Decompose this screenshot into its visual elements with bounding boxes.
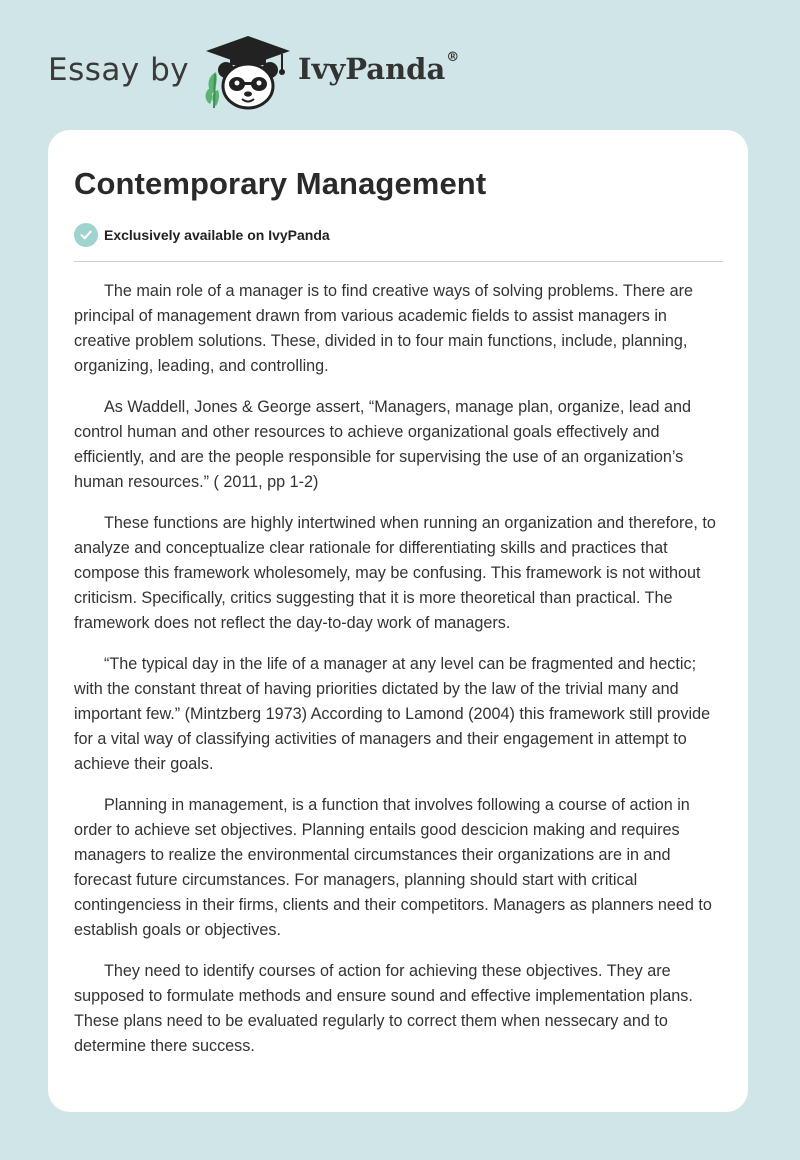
- brand-text: IvyPanda: [298, 52, 446, 86]
- essay-body: [74, 279, 726, 1075]
- essay-card: [48, 130, 748, 1112]
- exclusive-badge: [74, 222, 330, 248]
- brand-name: [298, 52, 459, 86]
- badge-text: Exclusively available on IvyPanda: [104, 227, 330, 243]
- paragraph: “The typical day in the life of a manager at any level can be fragmented and hectic; with the constant threat of having priorities dictated by the law of the trivial many and important few.” (Mintzberg 1973) According to Lamond (2004) this framework still provide for a vital way of classifying activities of managers and their engagement in attempt to achieve their goals.: [74, 655, 711, 773]
- essay-by-label: Essay by: [48, 52, 190, 88]
- paragraph: These functions are highly intertwined when running an organization and therefore, to analyze and conceptualize clear rationale for differentiating skills and practices that compose this framework wholesomely, may be confusing. This framework is not without criticism. Specifically, critics suggesting that it is more theoretical than practical. The framework does not reflect the day-to-day work of managers.: [74, 514, 716, 632]
- site-header: [0, 0, 800, 130]
- page-title: Contemporary Management: [74, 166, 487, 201]
- divider: [74, 261, 723, 262]
- paragraph: The main role of a manager is to find creative ways of solving problems. There are principal of management drawn from various academic fields to assist managers in creative problem solutions. These, divided in to four main functions, include, planning, organizing, leading, and controlling.: [74, 282, 694, 375]
- checkmark-icon: [74, 223, 98, 247]
- paragraph: They need to identify courses of action for achieving these objectives. They are supposed to formulate methods and ensure sound and effective implementation plans. These plans need to be evaluated regularly to correct them when nessecary and to determine there success.: [74, 962, 693, 1055]
- registered-mark: ®: [446, 50, 460, 65]
- paragraph: Planning in management, is a function that involves following a course of action in order to achieve set objectives. Planning entails good descicion making and requires managers to realize the environmental circumstances their organizations are in and forecast future circumstances. For managers, planning should start with critical contingenciess in their firms, clients and their competitors. Managers as planners need to establish goals or objectives.: [74, 796, 712, 939]
- paragraph: As Waddell, Jones & George assert, “Managers, manage plan, organize, lead and control human and other resources to achieve organizational goals effectively and efficiently, and are the people responsible for supervising the use of an organization’s human resources.” ( 2011, pp 1-2): [74, 398, 691, 491]
- panda-graduate-icon: [202, 34, 294, 112]
